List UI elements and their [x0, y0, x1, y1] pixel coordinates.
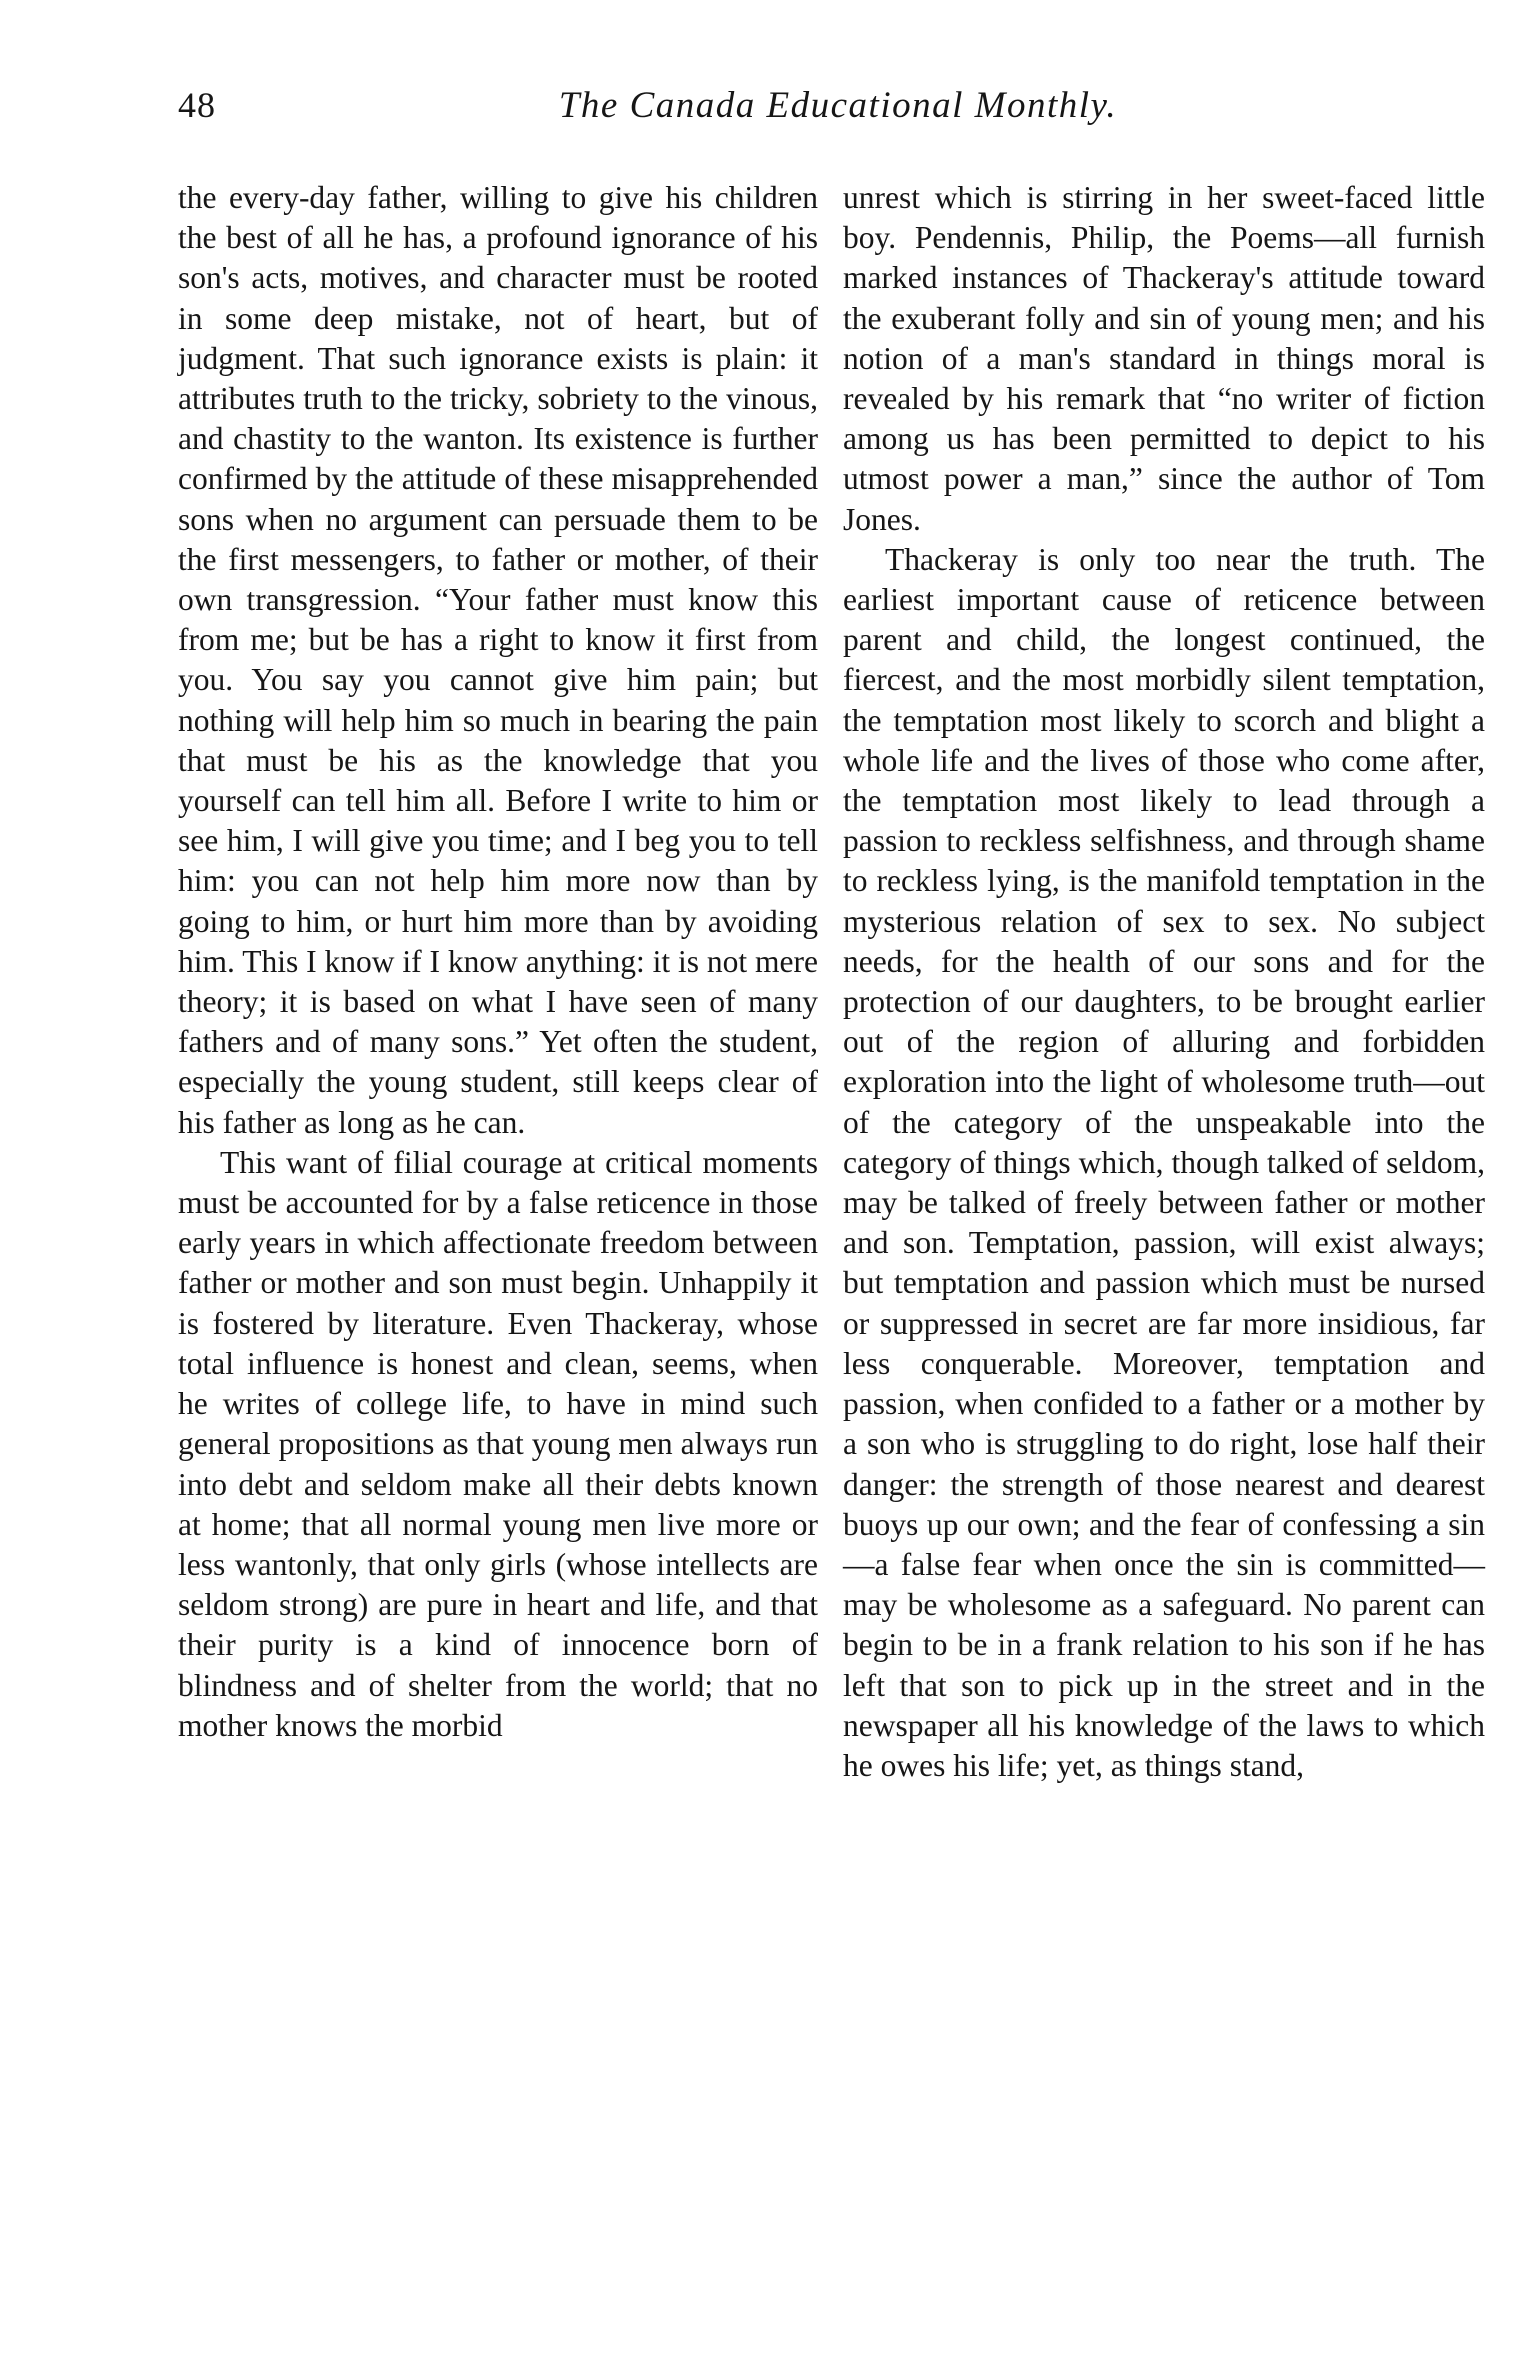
page-header — [178, 84, 1488, 144]
right-paragraph-1: unrest which is stirring in her sweet-faced little boy. Pendennis, Philip, the Poems—all furnish marked instances of Thackeray's attitude toward the exuberant folly and sin of young men; and his notion of a man's standard in things moral is revealed by his remark that “no writer of fiction among us has been permitted to depict to his utmost power a man,” since the author of Tom Jones. — [843, 180, 1485, 537]
running-title: The Canada Educational Monthly. — [558, 85, 1118, 126]
left-paragraph-2: This want of filial courage at critical moments must be accounted for by a false reticence in those early years in which affectionate freedom between father or mother and son must begin. Unhappily it is fostered by literature. Even Thackeray, whose total influence is honest and clean, seems, when he writes of college life, to have in mind such general propositions as that young men always run into debt and seldom make all their debts known at home; that all normal young men live more or less wantonly, that only girls (whose intellects are seldom strong) are pure in heart and life, and that their purity is a kind of innocence born of blindness and of shelter from the world; that no mother knows the morbid — [178, 1144, 818, 1743]
left-paragraph-1: the every-day father, willing to give his children the best of all he has, a profound ignorance of his son's acts, motives, and character must be rooted in some deep mistake, not of heart, but of judgment. That such ignorance exists is plain: it attributes truth to the tricky, sobriety to the vinous, and chastity to the wanton. Its existence is further confirmed by the attitude of these misapprehended sons when no argument can persuade them to be the first messengers, to father or mother, of their own transgression. “Your father must know this from me; but be has a right to know it first from you. You say you cannot give him pain; but nothing will help him so much in bearing the pain that must be his as the knowledge that you yourself can tell him all. Before I write to him or see him, I will give you time; and I beg you to tell him: you can not help him more now than by going to him, or hurt him more than by avoiding him. This I know if I know anything: it is not mere theory; it is based on what I have seen of many fathers and of many sons.” Yet often the student, especially the young student, still keeps clear of his father as long as he can. — [178, 180, 818, 1140]
right-paragraph-2: Thackeray is only too near the truth. The earliest important cause of reticence between parent and child, the longest continued, the fiercest, and the most morbidly silent temptation, the temptation most likely to scorch and blight a whole life and the lives of those who come after, the temptation most likely to lead through a passion to reckless selfishness, and through shame to reckless lying, is the manifold temptation in the mysterious relation of sex to sex. No subject needs, for the health of our sons and for the protection of our daughters, to be brought earlier out of the region of alluring and forbidden exploration into the light of wholesome truth—out of the category of the unspeakable into the category of things which, though talked of seldom, may be talked of freely between father or mother and son. Temptation, passion, will exist always; but temptation and passion which must be nursed or suppressed in secret are far more insidious, far less conquerable. Moreover, temptation and passion, when confided to a father or a mother by a son who is struggling to do right, lose half their danger: the strength of those nearest and dearest buoys up our own; and the fear of confessing a sin—a false fear when once the sin is committed—may be wholesome as a safeguard. No parent can begin to be in a frank relation to his son if he has left that son to pick up in the street and in the newspaper all his knowledge of the laws to which he owes his life; yet, as things stand, — [843, 541, 1485, 1783]
right-column — [843, 178, 1485, 1786]
page-number: 48 — [178, 85, 216, 125]
left-column — [178, 178, 818, 1746]
